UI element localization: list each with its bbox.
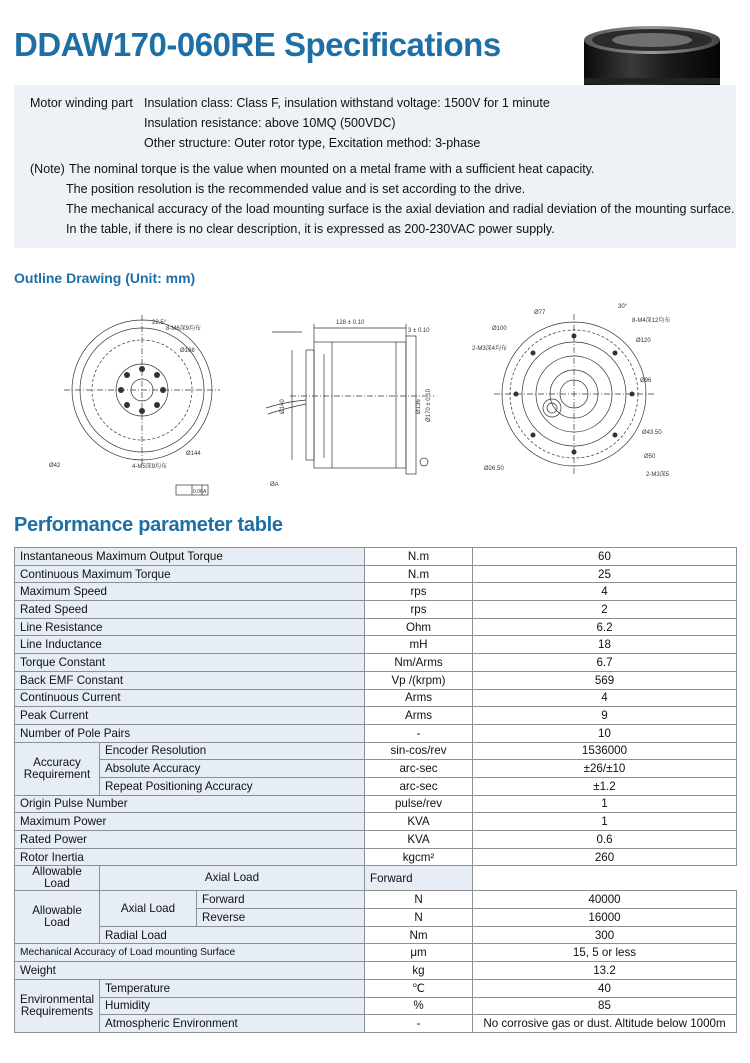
rear-view-drawing [472, 304, 670, 478]
row-label: Origin Pulse Number [15, 795, 365, 813]
group-label: Allowable Load [15, 891, 100, 944]
dim-label: Ø43.50 [642, 430, 662, 436]
row-label: Back EMF Constant [15, 671, 365, 689]
table-row [15, 689, 737, 707]
table-row [15, 848, 737, 866]
row-label: Torque Constant [15, 654, 365, 672]
table-row [15, 866, 737, 891]
table-row [15, 777, 737, 795]
row-unit: mH [365, 636, 473, 654]
row-value: ±1.2 [473, 777, 737, 795]
side-view-drawing [266, 320, 434, 488]
row-unit: rps [365, 583, 473, 601]
table-row [15, 891, 737, 909]
winding-line: Insulation resistance: above 10MQ (500VDC) [144, 116, 396, 130]
row-label: Humidity [100, 997, 365, 1015]
note-line: The position resolution is the recommended value and is set according to the drive. [66, 182, 526, 196]
dim-label: 3 ± 0.10 [408, 328, 430, 334]
row-label: Line Inductance [15, 636, 365, 654]
row-value: 10 [473, 724, 737, 742]
row-value: 1 [473, 813, 737, 831]
row-value: 25 [473, 565, 737, 583]
row-value: 1 [473, 795, 737, 813]
row-label: Forward [197, 891, 365, 909]
row-label: Number of Pole Pairs [15, 724, 365, 742]
dim-label: Ø136 [416, 399, 422, 414]
sub-group-label: Axial Load [100, 891, 197, 926]
dim-label: Ø96 [640, 378, 652, 384]
row-label: Instantaneous Maximum Output Torque [15, 548, 365, 566]
winding-line: Other structure: Outer rotor type, Excitation method: 3-phase [144, 136, 481, 150]
row-label: Maximum Speed [15, 583, 365, 601]
row-label: Encoder Resolution [100, 742, 365, 760]
performance-parameter-table [14, 547, 737, 1033]
row-unit: N [365, 909, 473, 927]
row-label: Continuous Maximum Torque [15, 565, 365, 583]
table-row [15, 601, 737, 619]
row-value: 6.2 [473, 618, 737, 636]
row-unit: Vp /(krpm) [365, 671, 473, 689]
dim-label: Ø170 ± 0.10 [426, 389, 432, 422]
dim-label: 2-M3深5 [646, 472, 670, 478]
row-unit: rps [365, 601, 473, 619]
row-unit: Arms [365, 707, 473, 725]
row-label: Peak Current [15, 707, 365, 725]
table-row [15, 671, 737, 689]
dim-label: Ø120 [636, 338, 651, 344]
row-label: Rotor Inertia [15, 848, 365, 866]
table-row [15, 724, 737, 742]
dim-label: Ø50 [644, 454, 656, 460]
row-label: Rated Speed [15, 601, 365, 619]
row-unit: kg [365, 962, 473, 980]
table-row [15, 548, 737, 566]
row-value: 2 [473, 601, 737, 619]
dim-label: 4-M5深9均布 [132, 464, 168, 470]
row-label: Atmospheric Environment [100, 1015, 365, 1033]
table-row [15, 926, 737, 944]
row-value: 15, 5 or less [473, 944, 737, 962]
row-label: Radial Load [100, 926, 365, 944]
row-unit: arc-sec [365, 777, 473, 795]
dim-label: Ø77 [534, 310, 546, 316]
table-row [15, 944, 737, 962]
spec-notes-panel [14, 85, 736, 248]
table-row [15, 707, 737, 725]
row-unit: KVA [365, 831, 473, 849]
note-line: The nominal torque is the value when mounted on a metal frame with a sufficient heat capacity. [69, 162, 595, 176]
row-unit: N.m [365, 565, 473, 583]
note-line: The mechanical accuracy of the load mounting surface is the axial deviation and radial deviation of the mounting surface. [66, 202, 735, 216]
group-label: Accuracy Requirement [15, 742, 100, 795]
front-view-drawing [49, 315, 220, 495]
dim-label: ØA [270, 482, 279, 488]
row-value: 260 [473, 848, 737, 866]
table-row [15, 1015, 737, 1033]
table-row [15, 979, 737, 997]
dim-label: Ø168 [180, 348, 195, 354]
row-value: 40000 [473, 891, 737, 909]
outline-drawings [14, 300, 736, 510]
page-title: DDAW170-060RE Specifications [14, 26, 501, 63]
row-unit: pulse/rev [365, 795, 473, 813]
table-row [15, 760, 737, 778]
row-value: 16000 [473, 909, 737, 927]
dim-label: Ø26.50 [484, 466, 504, 472]
row-unit: N [365, 891, 473, 909]
row-unit: % [365, 997, 473, 1015]
table-row [15, 618, 737, 636]
row-unit: Nm/Arms [365, 654, 473, 672]
row-value: 569 [473, 671, 737, 689]
row-unit: Arms [365, 689, 473, 707]
table-row [15, 636, 737, 654]
row-unit: μm [365, 944, 473, 962]
table-row [15, 962, 737, 980]
dim-label: 128 ± 0.10 [336, 320, 365, 326]
dim-label: Ø140 [280, 399, 286, 414]
performance-table-title: Performance parameter table [14, 514, 283, 536]
row-unit: arc-sec [365, 760, 473, 778]
row-unit: Nm [365, 926, 473, 944]
dim-label: 0.06 [193, 489, 203, 495]
note-label: (Note) [30, 162, 65, 176]
table-row [15, 742, 737, 760]
row-label: Line Resistance [15, 618, 365, 636]
outline-drawing-title: Outline Drawing (Unit: mm) [14, 270, 196, 286]
row-value: 4 [473, 689, 737, 707]
row-value: 9 [473, 707, 737, 725]
row-label: Rated Power [15, 831, 365, 849]
table-row [15, 997, 737, 1015]
row-unit: Ohm [365, 618, 473, 636]
dim-label: Ø42 [49, 463, 61, 469]
row-unit: - [365, 1015, 473, 1033]
row-label: Forward [365, 866, 473, 891]
table-row [15, 583, 737, 601]
row-unit: N.m [365, 548, 473, 566]
dim-label: 2-M3深4均布 [472, 346, 508, 352]
sub-group-label: Axial Load [100, 866, 365, 891]
dim-label: 8-M6深9均布 [166, 326, 202, 332]
table-row [15, 795, 737, 813]
row-label: Repeat Positioning Accuracy [100, 777, 365, 795]
row-label: Maximum Power [15, 813, 365, 831]
dim-label: 22.5° [152, 320, 167, 326]
row-label: Absolute Accuracy [100, 760, 365, 778]
winding-line: Insulation class: Class F, insulation withstand voltage: 1500V for 1 minute [144, 96, 550, 110]
row-value: No corrosive gas or dust. Altitude below 1000m [473, 1015, 737, 1033]
row-unit: - [365, 724, 473, 742]
table-row [15, 813, 737, 831]
row-label: Reverse [197, 909, 365, 927]
row-value: 4 [473, 583, 737, 601]
winding-label: Motor winding part [30, 96, 133, 110]
row-value: ±26/±10 [473, 760, 737, 778]
row-value: 1536000 [473, 742, 737, 760]
row-value: 6.7 [473, 654, 737, 672]
dim-label: A [203, 489, 207, 495]
row-value: 40 [473, 979, 737, 997]
table-row [15, 831, 737, 849]
row-label: Mechanical Accuracy of Load mounting Surface [15, 944, 365, 962]
row-unit: kgcm² [365, 848, 473, 866]
row-value: 18 [473, 636, 737, 654]
row-value: 85 [473, 997, 737, 1015]
dim-label: Ø144 [186, 451, 201, 457]
row-label: Temperature [100, 979, 365, 997]
dim-label: 30° [618, 304, 628, 310]
note-line: In the table, if there is no clear description, it is expressed as 200-230VAC power supply. [66, 222, 555, 236]
row-unit: sin-cos/rev [365, 742, 473, 760]
row-unit: ℃ [365, 979, 473, 997]
row-label: Weight [15, 962, 365, 980]
table-row [15, 654, 737, 672]
dim-label: Ø100 [492, 326, 507, 332]
row-value: 0.6 [473, 831, 737, 849]
group-label: Environmental Requirements [15, 979, 100, 1032]
table-row [15, 565, 737, 583]
row-label: Continuous Current [15, 689, 365, 707]
dim-label: 8-M4深12均布 [632, 318, 671, 324]
row-value: 13.2 [473, 962, 737, 980]
group-label: Allowable Load [15, 866, 100, 891]
row-value: 300 [473, 926, 737, 944]
row-value: 60 [473, 548, 737, 566]
row-unit: KVA [365, 813, 473, 831]
